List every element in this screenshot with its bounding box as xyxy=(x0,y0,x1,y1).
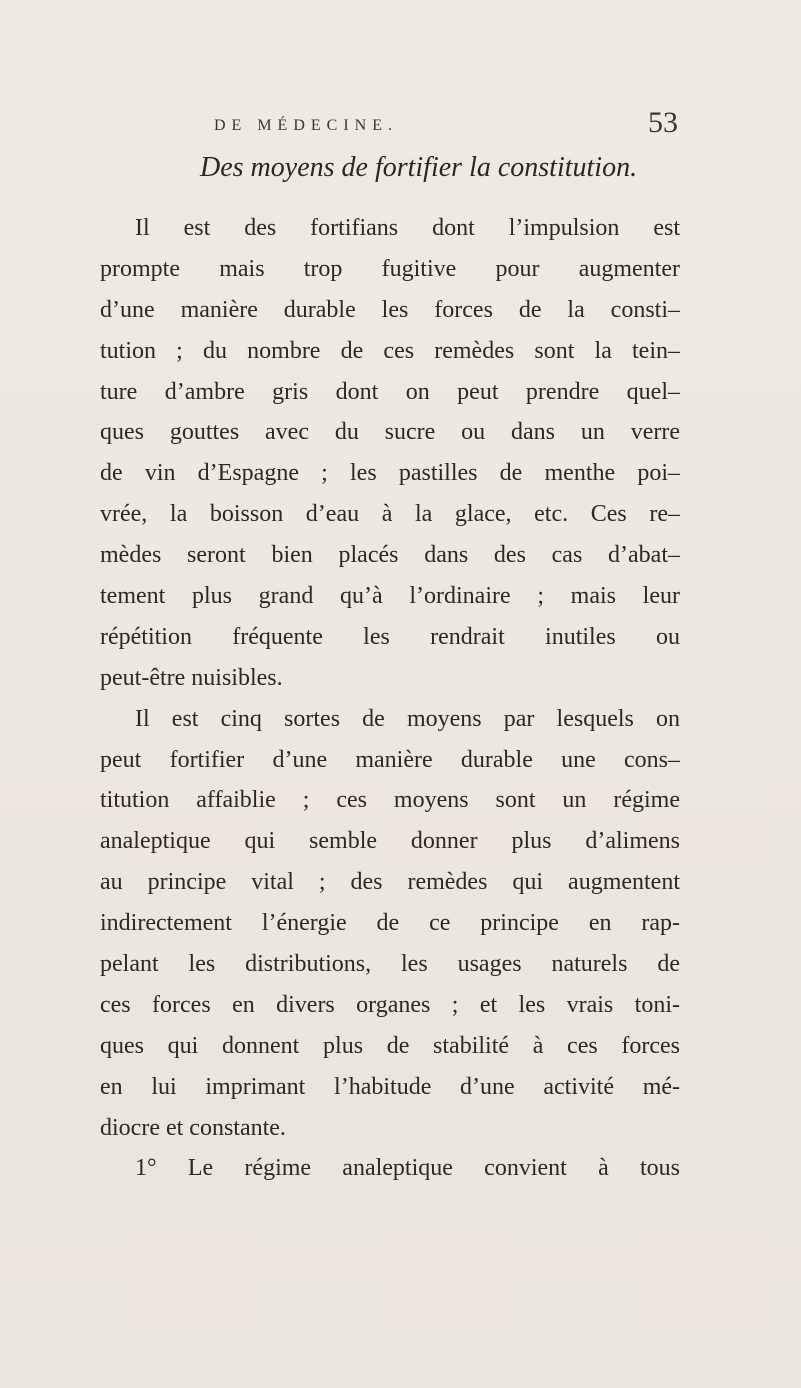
text-line: mèdes seront bien placés dans des cas d’abat– xyxy=(100,542,680,569)
section-title: Des moyens de fortifier la constitution. xyxy=(200,152,638,183)
text-line: tement plus grand qu’à l’ordinaire ; mais leur xyxy=(100,583,680,610)
text-line: diocre et constante. xyxy=(100,1114,286,1141)
text-line: Il est des fortifians dont l’impulsion est xyxy=(135,215,680,241)
text-line: indirectement l’énergie de ce principe en rap- xyxy=(100,910,680,937)
text-line: ces forces en divers organes ; et les vrais toni- xyxy=(100,991,680,1018)
page-number: 53 xyxy=(648,106,678,139)
text-line: 1° Le régime analeptique convient à tous xyxy=(135,1155,680,1182)
text-line: en lui imprimant l’habitude d’une activité mé- xyxy=(100,1073,680,1100)
text-line: ture d’ambre gris dont on peut prendre quel– xyxy=(100,378,680,405)
text-line: titution affaiblie ; ces moyens sont un régime xyxy=(100,787,680,814)
text-line: ques gouttes avec du sucre ou dans un verre xyxy=(100,419,680,446)
text-line: ques qui donnent plus de stabilité à ces forces xyxy=(100,1032,680,1059)
text-line: prompte mais trop fugitive pour augmenter xyxy=(100,255,680,282)
text-line: peut fortifier d’une manière durable une cons– xyxy=(100,746,680,773)
text-line: au principe vital ; des remèdes qui augmentent xyxy=(100,869,680,896)
text-line: pelant les distributions, les usages naturels de xyxy=(100,951,680,978)
text-line: répétition fréquente les rendrait inutiles ou xyxy=(100,623,680,650)
text-line: Il est cinq sortes de moyens par lesquels on xyxy=(135,705,680,732)
text-line: de vin d’Espagne ; les pastilles de menthe poi– xyxy=(100,460,680,487)
text-line: analeptique qui semble donner plus d’alimens xyxy=(100,828,680,855)
text-line: vrée, la boisson d’eau à la glace, etc. Ces re– xyxy=(100,501,680,528)
text-line: d’une manière durable les forces de la consti– xyxy=(100,296,680,323)
body-text xyxy=(100,208,680,1189)
text-line: tution ; du nombre de ces remèdes sont la tein– xyxy=(100,337,680,364)
text-line: peut-être nuisibles. xyxy=(100,664,283,691)
running-head: DE MÉDECINE. xyxy=(214,117,398,134)
